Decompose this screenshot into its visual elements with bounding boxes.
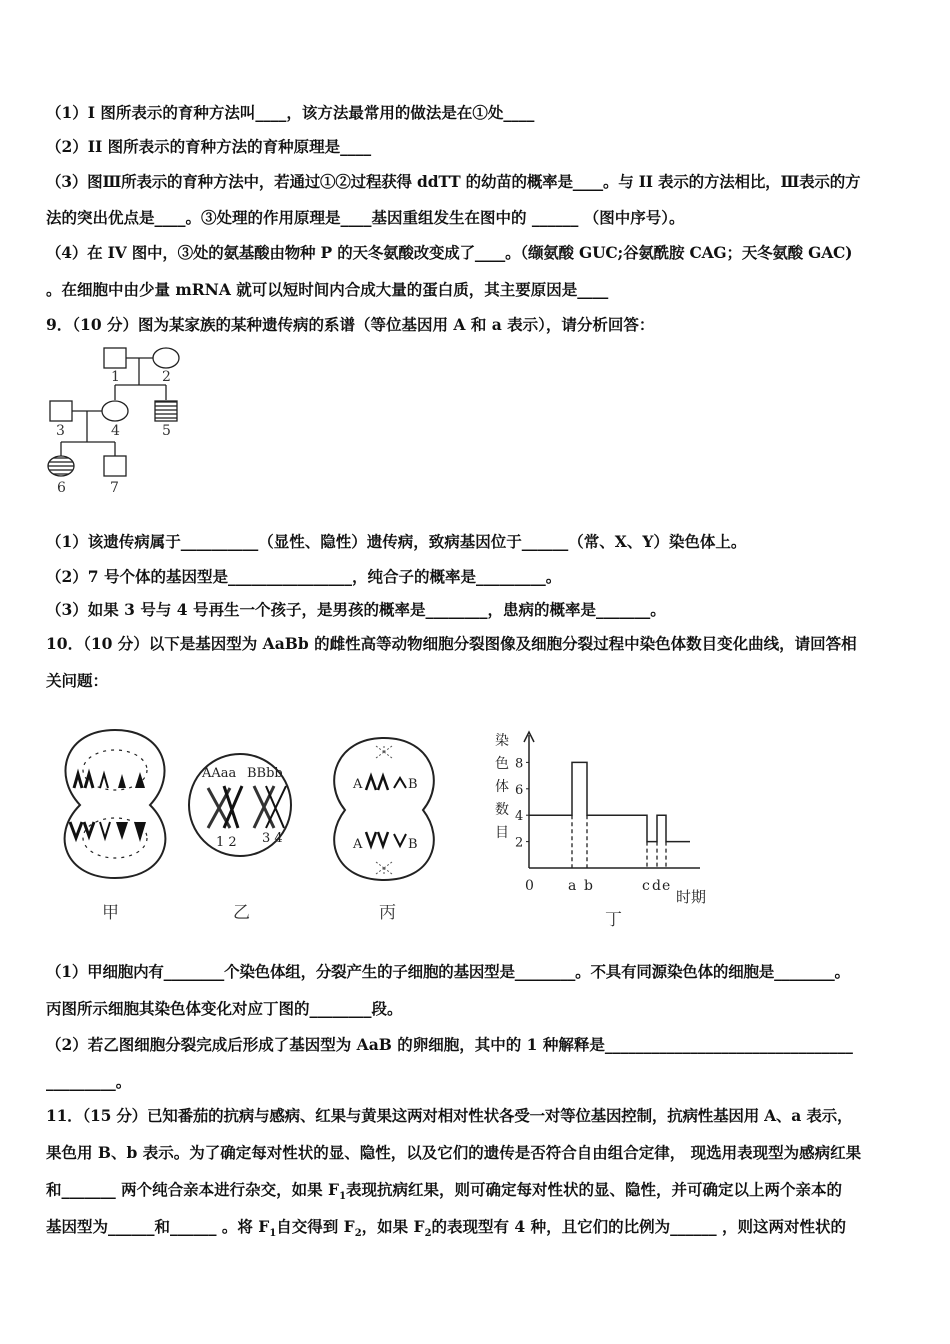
cell-label-jia: 甲	[102, 903, 119, 923]
individual-4-female	[102, 401, 128, 421]
q11-line-3a: 和_______ 两个纯合亲本进行杂交，如果 F	[46, 1180, 340, 1199]
chart-xtick-b: b	[584, 878, 593, 894]
q10-line-2: 丙图所示细胞其染色体变化对应丁图的________段。	[46, 999, 403, 1018]
q10-stem-2: 关问题：	[46, 671, 109, 690]
q11-line-4b: 自交得到 F	[276, 1217, 355, 1236]
q11-line-4-sub2: 2	[354, 1228, 362, 1240]
q9-line-1: （1）该遗传病属于__________（显性、隐性）遗传病，致病基因位于______（常、X、Y）染色体上。	[46, 532, 747, 551]
chart-ytick-2: 2	[515, 835, 524, 851]
q8-line-6: 。在细胞中由少量 mRNA 就可以短时间内合成大量的蛋白质，其主要原因是____	[46, 280, 609, 299]
chart-ylabel-5: 目	[495, 825, 509, 841]
q11-line-3-sub: 1	[339, 1191, 347, 1203]
q9-line-2: （2）7 号个体的基因型是________________，纯合子的概率是_________。	[46, 567, 562, 586]
q8-line-5: （4）在 IV 图中，③处的氨基酸由物种 P 的天冬氨酸改变成了____。（缬氨酸 GUC;谷氨酰胺 CAG；天冬氨酸 GAC)	[46, 243, 853, 262]
chart-xtick-c: c	[642, 878, 650, 894]
q11-line-4a: 基因型为______和______ 。将 F	[46, 1217, 270, 1236]
label-2: 2	[162, 369, 171, 385]
cell-yi	[189, 754, 291, 856]
q11-line-4	[46, 1217, 920, 1244]
q11-line-4d: 的表现型有 4 种，且它们的比例为______ ，则这两对性状的	[431, 1217, 847, 1236]
individual-5-affected-male	[155, 401, 177, 421]
bing-bottom-b: B	[408, 837, 418, 852]
q11-line-2: 果色用 B、b 表示。为了确定每对性状的显、隐性，以及它们的遗传是否符合自由组合定律， 现选用表现型为感病红果	[46, 1143, 862, 1162]
q10-line-3: （2）若乙图细胞分裂完成后形成了基因型为 AaB 的卵细胞，其中的 1 种解释是________________________________	[46, 1035, 853, 1054]
yi-label-34: 3 4	[262, 831, 283, 846]
chart-xtick-0: 0	[525, 878, 534, 894]
q10-stem-1: 10．（10 分）以下是基因型为 AaBb 的雌性高等动物细胞分裂图像及细胞分裂过程中染色体数目变化曲线，请回答相	[46, 634, 857, 653]
individual-2-female	[153, 348, 179, 368]
chart-xtick-d: d	[652, 878, 661, 894]
label-3: 3	[56, 423, 65, 439]
individual-6-affected-female	[48, 456, 74, 476]
chart-xlabel: 时期	[676, 888, 707, 906]
q8-line-2: （2）II 图所表示的育种方法的育种原理是____	[46, 137, 372, 156]
cell-label-yi: 乙	[233, 903, 250, 923]
q10-line-1: （1）甲细胞内有________个染色体组，分裂产生的子细胞的基因型是________。不具有同源染色体的细胞是________。	[46, 962, 850, 981]
yi-label-12: 1 2	[216, 835, 237, 850]
bing-top-a: A	[353, 777, 363, 792]
q11-line-4c: ，如果 F	[361, 1217, 425, 1236]
chart-ylabel-3: 体	[495, 779, 509, 795]
label-6: 6	[57, 480, 66, 496]
chart-label-ding: 丁	[605, 910, 622, 930]
label-7: 7	[110, 480, 119, 496]
chart-series-line	[529, 762, 690, 841]
cell-jia	[65, 730, 166, 878]
q11-line-3	[46, 1180, 920, 1207]
q9-line-3: （3）如果 3 号与 4 号再生一个孩子，是男孩的概率是________，患病的概率是_______。	[46, 600, 666, 619]
cell-division-figure	[40, 720, 740, 935]
yi-label-aaaa: AAaa	[202, 766, 237, 781]
q8-line-1: （1）I 图所表示的育种方法叫____，该方法最常用的做法是在①处____	[46, 103, 535, 122]
cell-bing	[334, 738, 434, 880]
label-1: 1	[111, 369, 120, 385]
q8-line-4: 法的突出优点是____。③处理的作用原理是____基因重组发生在图中的 ______ （图中序号）。	[46, 208, 685, 227]
q11-line-4-sub1: 1	[269, 1228, 277, 1240]
q9-stem: 9．（10 分）图为某家族的某种遗传病的系谱（等位基因用 A 和 a 表示），请分析回答：	[46, 315, 655, 334]
q8-line-3: （3）图Ⅲ所表示的育种方法中，若通过①②过程获得 ddTT 的幼苗的概率是____。与 II 表示的方法相比，Ⅲ表示的方	[46, 172, 861, 191]
yi-label-bbbb: BBbb	[247, 766, 283, 781]
q10-line-4: _________。	[46, 1072, 132, 1091]
chart-ytick-8: 8	[515, 756, 524, 772]
chart-ylabel-4: 数	[495, 802, 509, 818]
chromosome-number-chart	[495, 732, 706, 930]
q11-line-3b: 表现抗病红果，则可确定每对性状的显、隐性，并可确定以上两个亲本的	[346, 1180, 843, 1199]
bing-bottom-a: A	[353, 837, 363, 852]
chart-ylabel-1: 染	[495, 733, 509, 749]
chart-ylabel-2: 色	[495, 756, 509, 772]
chart-ytick-6: 6	[515, 782, 524, 798]
chart-xtick-e: e	[662, 878, 671, 894]
chart-xtick-a: a	[568, 878, 577, 894]
individual-7-male	[104, 456, 126, 476]
chart-ytick-4: 4	[515, 809, 524, 825]
bing-top-b: B	[408, 777, 418, 792]
q11-line-1: 11．（15 分）已知番茄的抗病与感病、红果与黄果这两对相对性状各受一对等位基因控制，抗病性基因用 A、a 表示，	[46, 1106, 853, 1125]
individual-1-male	[104, 348, 126, 368]
individual-3-male	[50, 401, 72, 421]
cell-label-bing: 丙	[379, 903, 396, 923]
q11-line-4-sub3: 2	[424, 1228, 432, 1240]
pedigree-diagram	[40, 340, 200, 500]
label-4: 4	[111, 423, 120, 439]
label-5: 5	[162, 423, 171, 439]
